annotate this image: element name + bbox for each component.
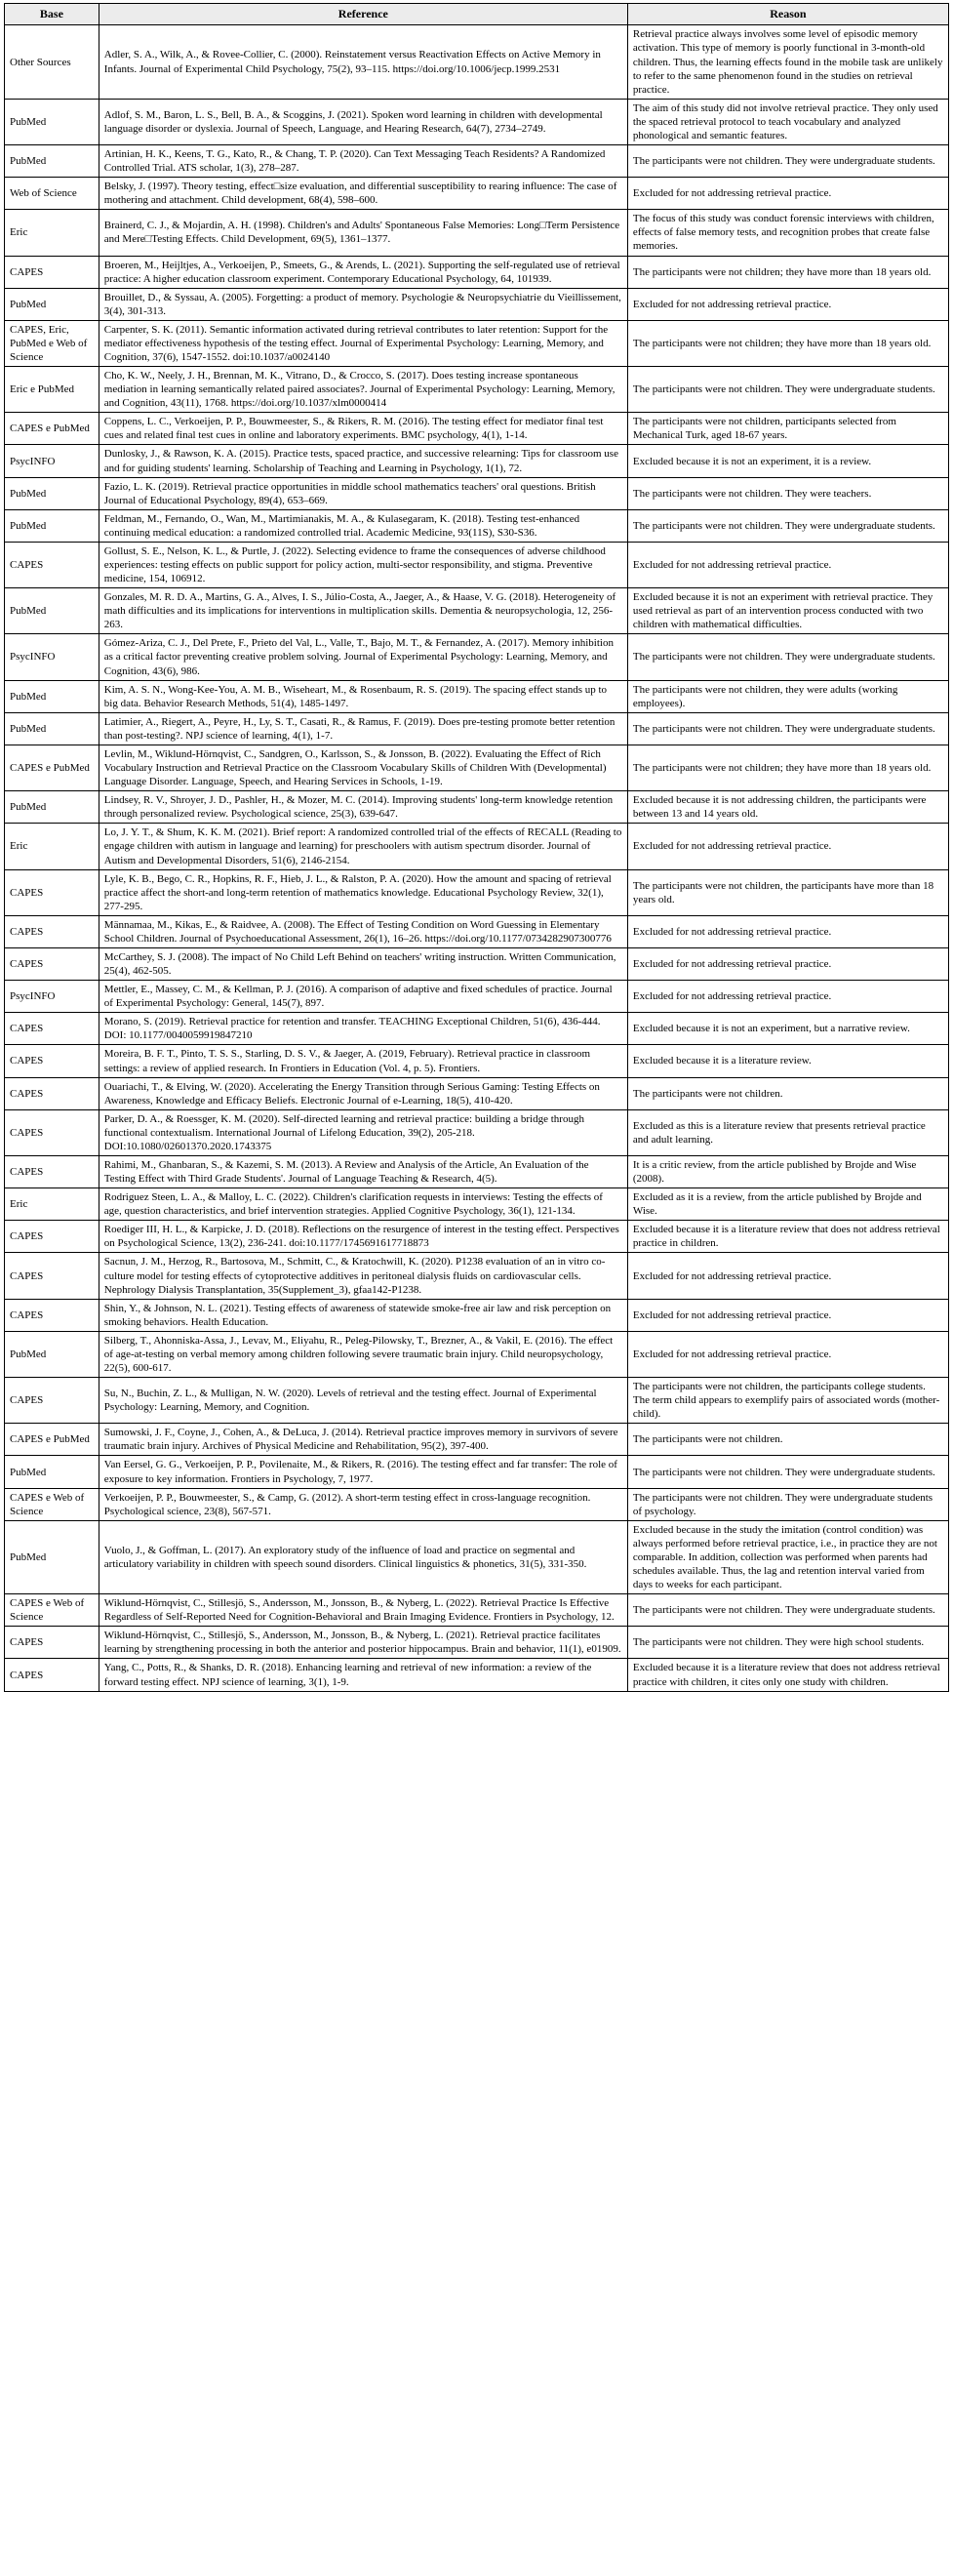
reason-cell: The participants were not children. They were undergraduate students. [627, 1456, 948, 1488]
reference-cell: Gollust, S. E., Nelson, K. L., & Purtle, J. (2022). Selecting evidence to frame the consequences of adverse childhood experiences: testing effects on public support for policy action, multi-sector responsibility, and stigma. Preventive medicine, 154, 106912. [99, 542, 627, 587]
base-cell: CAPES [5, 1299, 99, 1331]
reason-cell: The participants were not children, the participants college students. The term child appears to exemplify pairs of associated words (mother-child). [627, 1378, 948, 1424]
table-row [5, 542, 949, 587]
table-row [5, 320, 949, 366]
reference-cell: Wiklund-Hörnqvist, C., Stillesjö, S., Andersson, M., Jonsson, B., & Nyberg, L. (2022). Retrieval Practice Is Effective Regardless of Self-Reported Need for Cognition-Behavioral and Brain Imaging Evidence. Frontiers in Psychology, 12. [99, 1594, 627, 1627]
table-row [5, 1378, 949, 1424]
header-reason: Reason [627, 4, 948, 25]
table-row [5, 1627, 949, 1659]
table-row [5, 288, 949, 320]
table-row [5, 588, 949, 634]
table-row [5, 1594, 949, 1627]
table-row [5, 509, 949, 542]
table-body [5, 25, 949, 1691]
reference-cell: Silberg, T., Ahonniska-Assa, J., Levav, M., Eliyahu, R., Peleg-Pilowsky, T., Brezner, A., & Vakil, E. (2016). The effect of age-at-testing on verbal memory among children following severe traumatic brain injury. Child neuropsychology, 22(5), 600-617. [99, 1331, 627, 1377]
reference-cell: Artinian, H. K., Keens, T. G., Kato, R., & Chang, T. P. (2020). Can Text Messaging Teach Residents? A Randomized Controlled Trial. ATS scholar, 1(3), 278–287. [99, 144, 627, 177]
reference-cell: Wiklund-Hörnqvist, C., Stillesjö, S., Andersson, M., Jonsson, B., & Nyberg, L. (2021). Retrieval practice facilitates learning by strengthening processing in both the anterior and posterior hippocampus. Brain and behavior, 11(1), e01909. [99, 1627, 627, 1659]
base-cell: PsycINFO [5, 445, 99, 477]
table-row [5, 144, 949, 177]
reference-cell: Lindsey, R. V., Shroyer, J. D., Pashler, H., & Mozer, M. C. (2014). Improving students' long-term knowledge retention through personalized review. Psychological science, 25(3), 639-647. [99, 791, 627, 824]
reference-cell: Gonzales, M. R. D. A., Martins, G. A., Alves, I. S., Júlio-Costa, A., Jaeger, A., & Haase, V. G. (2018). Heterogeneity of math difficulties and its implications for interventions in multiplication skills. Dementia & neuropsychologia, 12, 256-263. [99, 588, 627, 634]
base-cell: CAPES [5, 1013, 99, 1045]
base-cell: PubMed [5, 588, 99, 634]
reference-cell: Feldman, M., Fernando, O., Wan, M., Martimianakis, M. A., & Kulasegaram, K. (2018). Testing test-enhanced continuing medical education: a randomized controlled trial. Academic Medicine, 93(11S), S30-S36. [99, 509, 627, 542]
reason-cell: Excluded for not addressing retrieval practice. [627, 981, 948, 1013]
base-cell: CAPES e PubMed [5, 745, 99, 790]
reason-cell: Excluded because it is not an experiment, but a narrative review. [627, 1013, 948, 1045]
reason-cell: Excluded because it is a literature review that does not address retrieval practice in children. [627, 1221, 948, 1253]
reference-cell: Mettler, E., Massey, C. M., & Kellman, P. J. (2016). A comparison of adaptive and fixed schedules of practice. Journal of Experimental Psychology: General, 145(7), 897. [99, 981, 627, 1013]
reference-cell: Sumowski, J. F., Coyne, J., Cohen, A., & DeLuca, J. (2014). Retrieval practice improves memory in survivors of severe traumatic brain injury. Archives of Physical Medicine and Rehabilitation, 95(2), 397-400. [99, 1424, 627, 1456]
reason-cell: Excluded because it is a literature review. [627, 1045, 948, 1077]
reference-cell: Rodriguez Steen, L. A., & Malloy, L. C. (2022). Children's clarification requests in interviews: Testing the effects of age, question characteristics, and brief intervention strategies. Applied Cognitive Psychology, 36(1), 121-134. [99, 1188, 627, 1221]
table-row [5, 1013, 949, 1045]
reference-cell: Vuolo, J., & Goffman, L. (2017). An exploratory study of the influence of load and practice on segmental and articulatory variability in children with speech sound disorders. Clinical linguistics & phonetics, 31(5), 331-350. [99, 1520, 627, 1593]
reason-cell: Excluded for not addressing retrieval practice. [627, 178, 948, 210]
reference-cell: Cho, K. W., Neely, J. H., Brennan, M. K., Vitrano, D., & Crocco, S. (2017). Does testing increase spontaneous mediation in learning semantically related paired associates?. Journal of Experimental Psychology: Learning, Memory, and Cognition, 43(11), 1768. https://doi.org/10.1037/xlm0000414 [99, 367, 627, 413]
base-cell: CAPES [5, 915, 99, 947]
reference-cell: Moreira, B. F. T., Pinto, T. S. S., Starling, D. S. V., & Jaeger, A. (2019, February). Retrieval practice in classroom settings: a review of applied research. In Frontiers in Education (Vol. 4, p. 5). Frontiers. [99, 1045, 627, 1077]
table-row [5, 1488, 949, 1520]
table-row [5, 25, 949, 99]
reason-cell: Excluded for not addressing retrieval practice. [627, 1331, 948, 1377]
reference-cell: Ouariachi, T., & Elving, W. (2020). Accelerating the Energy Transition through Serious Gaming: Testing Effects on Awareness, Knowledge and Efficacy Beliefs. Electronic Journal of e-Learning, 18(5), 410-420. [99, 1077, 627, 1109]
reason-cell: The focus of this study was conduct forensic interviews with children, effects of false memory tests, and recognition probes that create false memories. [627, 210, 948, 256]
base-cell: CAPES [5, 542, 99, 587]
base-cell: PubMed [5, 791, 99, 824]
reason-cell: The participants were not children, participants selected from Mechanical Turk, aged 18-67 years. [627, 413, 948, 445]
reason-cell: Excluded as it is a review, from the article published by Brojde and Wise. [627, 1188, 948, 1221]
base-cell: CAPES e PubMed [5, 413, 99, 445]
base-cell: PubMed [5, 288, 99, 320]
table-row [5, 1424, 949, 1456]
header-reference: Reference [99, 4, 627, 25]
table-row [5, 1331, 949, 1377]
reason-cell: The participants were not children. They were undergraduate students. [627, 144, 948, 177]
table-row [5, 178, 949, 210]
table-row [5, 824, 949, 869]
table-row [5, 634, 949, 680]
base-cell: CAPES e Web of Science [5, 1488, 99, 1520]
reason-cell: Excluded because in the study the imitation (control condition) was always performed before retrieval practice, i.e., in practice they are not comparable. In addition, collection was performed when parents had schedules available. Thus, the lag and retention interval varied from days to weeks for each participant. [627, 1520, 948, 1593]
table-row [5, 680, 949, 712]
reason-cell: Excluded for not addressing retrieval practice. [627, 288, 948, 320]
reason-cell: Excluded for not addressing retrieval practice. [627, 1253, 948, 1299]
reason-cell: The participants were not children. They were undergraduate students of psychology. [627, 1488, 948, 1520]
reference-cell: Adlof, S. M., Baron, L. S., Bell, B. A., & Scoggins, J. (2021). Spoken word learning in children with developmental language disorder or dyslexia. Journal of Speech, Language, and Hearing Research, 64(7), 2734–2749. [99, 99, 627, 144]
reason-cell: The participants were not children. They were high school students. [627, 1627, 948, 1659]
excluded-references-table [4, 3, 949, 1692]
table-row [5, 1659, 949, 1691]
base-cell: CAPES [5, 1627, 99, 1659]
base-cell: CAPES [5, 1155, 99, 1187]
reason-cell: The participants were not children, they were adults (working employees). [627, 680, 948, 712]
reference-cell: Lo, J. Y. T., & Shum, K. K. M. (2021). Brief report: A randomized controlled trial of the effects of RECALL (Reading to engage children with autism in language and learning) for preschoolers with autism spectrum disorder. Journal of Autism and Developmental Disorders, 51(6), 2146-2154. [99, 824, 627, 869]
reference-cell: Lyle, K. B., Bego, C. R., Hopkins, R. F., Hieb, J. L., & Ralston, P. A. (2020). How the amount and spacing of retrieval practice affect the short-and long-term retention of mathematics knowledge. Educational Psychology Review, 32(1), 277-295. [99, 869, 627, 915]
table-row [5, 1045, 949, 1077]
table-row [5, 477, 949, 509]
base-cell: PubMed [5, 1456, 99, 1488]
table-row [5, 445, 949, 477]
reason-cell: The participants were not children. [627, 1077, 948, 1109]
table-row [5, 712, 949, 745]
reference-cell: Roediger III, H. L., & Karpicke, J. D. (2018). Reflections on the resurgence of interest in the testing effect. Perspectives on Psychological Science, 13(2), 236-241. doi:10.1177/1745691617718873 [99, 1221, 627, 1253]
base-cell: PsycINFO [5, 634, 99, 680]
table-row [5, 1299, 949, 1331]
table-row [5, 210, 949, 256]
table-row [5, 915, 949, 947]
base-cell: CAPES [5, 1077, 99, 1109]
table-row [5, 256, 949, 288]
table-row [5, 1221, 949, 1253]
reference-cell: Broeren, M., Heijltjes, A., Verkoeijen, P., Smeets, G., & Arends, L. (2021). Supporting the self-regulated use of retrieval practice: A higher education classroom experiment. Contemporary Educational Psychology, 64, 101939. [99, 256, 627, 288]
reason-cell: The participants were not children. They were undergraduate students. [627, 1594, 948, 1627]
reference-cell: Sacnun, J. M., Herzog, R., Bartosova, M., Schmitt, C., & Kratochwill, K. (2020). P1238 evaluation of an in vitro co-culture model for testing effects of cytoprotective additives in peritoneal dialysis fluids on cardiovascular cells. Nephrology Dialysis Transplantation, 35(Supplement_3), gfaa142-P1238. [99, 1253, 627, 1299]
reason-cell: It is a critic review, from the article published by Brojde and Wise (2008). [627, 1155, 948, 1187]
reason-cell: The participants were not children; they have more than 18 years old. [627, 745, 948, 790]
base-cell: Eric [5, 824, 99, 869]
base-cell: PsycINFO [5, 981, 99, 1013]
table-row [5, 1188, 949, 1221]
reference-cell: Adler, S. A., Wilk, A., & Rovee-Collier, C. (2000). Reinstatement versus Reactivation Effects on Active Memory in Infants. Journal of Experimental Child Psychology, 75(2), 93–115. https://doi.org/10.1006/jecp.1999.2531 [99, 25, 627, 99]
base-cell: CAPES [5, 256, 99, 288]
reference-cell: Rahimi, M., Ghanbaran, S., & Kazemi, S. M. (2013). A Review and Analysis of the Article, An Evaluation of the Testing Effect with Third Grade Students'. Journal of Language Teaching & Research, 4(5). [99, 1155, 627, 1187]
reference-cell: Fazio, L. K. (2019). Retrieval practice opportunities in middle school mathematics teachers' oral questions. British Journal of Educational Psychology, 89(4), 653–669. [99, 477, 627, 509]
reference-cell: Carpenter, S. K. (2011). Semantic information activated during retrieval contributes to later retention: Support for the mediator effectiveness hypothesis of the testing effect. Journal of Experimental Psychology: Learning, Memory, and Cognition, 37(6), 1547-1552. doi:10.1037/a0024140 [99, 320, 627, 366]
base-cell: Eric e PubMed [5, 367, 99, 413]
base-cell: CAPES e Web of Science [5, 1594, 99, 1627]
reason-cell: Excluded because it is not an experiment, it is a review. [627, 445, 948, 477]
reason-cell: Excluded for not addressing retrieval practice. [627, 1299, 948, 1331]
reference-cell: Kim, A. S. N., Wong-Kee-You, A. M. B., Wiseheart, M., & Rosenbaum, R. S. (2019). The spacing effect stands up to big data. Behavior Research Methods, 51(4), 1485-1497. [99, 680, 627, 712]
reason-cell: The participants were not children. They were teachers. [627, 477, 948, 509]
base-cell: PubMed [5, 712, 99, 745]
reference-cell: Gómez-Ariza, C. J., Del Prete, F., Prieto del Val, L., Valle, T., Bajo, M. T., & Fernandez, A. (2017). Memory inhibition as a critical factor preventing creative problem solving. Journal of Experimental Psychology: Learning, Memory, and Cognition, 43(6), 986. [99, 634, 627, 680]
reason-cell: Excluded because it is a literature review that does not address retrieval practice with children, it cites only one study with children. [627, 1659, 948, 1691]
table-row [5, 367, 949, 413]
base-cell: CAPES [5, 1659, 99, 1691]
reference-cell: Su, N., Buchin, Z. L., & Mulligan, N. W. (2020). Levels of retrieval and the testing effect. Journal of Experimental Psychology: Learning, Memory, and Cognition. [99, 1378, 627, 1424]
base-cell: CAPES [5, 1253, 99, 1299]
table-row [5, 1456, 949, 1488]
table-row [5, 745, 949, 790]
base-cell: Web of Science [5, 178, 99, 210]
reason-cell: The participants were not children. They were undergraduate students. [627, 634, 948, 680]
reference-cell: Latimier, A., Riegert, A., Peyre, H., Ly, S. T., Casati, R., & Ramus, F. (2019). Does pre-testing promote better retention than post-testing?. NPJ science of learning, 4(1), 1-7. [99, 712, 627, 745]
base-cell: PubMed [5, 509, 99, 542]
reason-cell: The aim of this study did not involve retrieval practice. They only used the spaced retrieval protocol to teach vocabulary and analyzed phonological and semantic features. [627, 99, 948, 144]
reference-cell: Morano, S. (2019). Retrieval practice for retention and transfer. TEACHING Exceptional Children, 51(6), 436-444. DOI: 10.1177/0040059919847210 [99, 1013, 627, 1045]
base-cell: CAPES [5, 869, 99, 915]
reference-cell: Verkoeijen, P. P., Bouwmeester, S., & Camp, G. (2012). A short-term testing effect in cross-language recognition. Psychological science, 23(8), 567-571. [99, 1488, 627, 1520]
table-row [5, 869, 949, 915]
base-cell: CAPES [5, 1045, 99, 1077]
table-row [5, 413, 949, 445]
table-row [5, 99, 949, 144]
base-cell: CAPES, Eric, PubMed e Web of Science [5, 320, 99, 366]
header-row [5, 4, 949, 25]
reason-cell: The participants were not children. They were undergraduate students. [627, 367, 948, 413]
reference-cell: Levlin, M., Wiklund-Hörnqvist, C., Sandgren, O., Karlsson, S., & Jonsson, B. (2022). Evaluating the Effect of Rich Vocabulary Instruction and Retrieval Practice on the Classroom Vocabulary Skills of Children With (Developmental) Language Disorder. Language, Speech, and Hearing Services in Schools, 1-19. [99, 745, 627, 790]
reason-cell: Excluded because it is not an experiment with retrieval practice. They used retrieval as part of an intervention process conducted with two children with mathematical difficulties. [627, 588, 948, 634]
table-row [5, 947, 949, 980]
reference-cell: Yang, C., Potts, R., & Shanks, D. R. (2018). Enhancing learning and retrieval of new information: a review of the forward testing effect. NPJ science of learning, 3(1), 1-9. [99, 1659, 627, 1691]
base-cell: CAPES [5, 1109, 99, 1155]
reference-cell: Parker, D. A., & Roessger, K. M. (2020). Self-directed learning and retrieval practice: building a bridge through functional contextualism. International Journal of Lifelong Education, 39(2), 205-218. DOI:10.1080/02601370.2020.1743375 [99, 1109, 627, 1155]
base-cell: Eric [5, 1188, 99, 1221]
reference-cell: Shin, Y., & Johnson, N. L. (2021). Testing effects of awareness of statewide smoke-free air law and risk perception on smoking behaviors. Health Education. [99, 1299, 627, 1331]
table-row [5, 1109, 949, 1155]
reason-cell: The participants were not children; they have more than 18 years old. [627, 256, 948, 288]
reason-cell: The participants were not children. [627, 1424, 948, 1456]
base-cell: CAPES [5, 947, 99, 980]
reference-cell: Brainerd, C. J., & Mojardin, A. H. (1998). Children's and Adults' Spontaneous False Memories: Long□Term Persistence and Mere□Testing Effects. Child Development, 69(5), 1361–1377. [99, 210, 627, 256]
reason-cell: Excluded for not addressing retrieval practice. [627, 947, 948, 980]
reference-cell: Männamaa, M., Kikas, E., & Raidvee, A. (2008). The Effect of Testing Condition on Word Guessing in Elementary School Children. Journal of Psychoeducational Assessment, 26(1), 16–26. https://doi.org/10.1177/0734282907300776 [99, 915, 627, 947]
reference-cell: Van Eersel, G. G., Verkoeijen, P. P., Povilenaite, M., & Rikers, R. (2016). The testing effect and far transfer: The role of exposure to key information. Frontiers in Psychology, 7, 1977. [99, 1456, 627, 1488]
reason-cell: Retrieval practice always involves some level of episodic memory activation. This type of memory is poorly functional in 3-month-old children. Thus, the learning effects found in the mobile task are unlikely to refer to the same phenomenon found in the studies on retrieval practice. [627, 25, 948, 99]
base-cell: PubMed [5, 144, 99, 177]
table-row [5, 1155, 949, 1187]
reference-cell: Belsky, J. (1997). Theory testing, effect□size evaluation, and differential susceptibility to rearing influence: The case of mothering and attachment. Child development, 68(4), 598–600. [99, 178, 627, 210]
reason-cell: Excluded for not addressing retrieval practice. [627, 824, 948, 869]
table-header [5, 4, 949, 25]
reason-cell: The participants were not children, the participants have more than 18 years old. [627, 869, 948, 915]
base-cell: Other Sources [5, 25, 99, 99]
header-base: Base [5, 4, 99, 25]
table-row [5, 1077, 949, 1109]
reason-cell: The participants were not children. They were undergraduate students. [627, 509, 948, 542]
reference-cell: Coppens, L. C., Verkoeijen, P. P., Bouwmeester, S., & Rikers, R. M. (2016). The testing effect for mediator final test cues and related final test cues in online and laboratory experiments. BMC psychology, 4(1), 1-14. [99, 413, 627, 445]
reason-cell: Excluded for not addressing retrieval practice. [627, 915, 948, 947]
base-cell: Eric [5, 210, 99, 256]
base-cell: PubMed [5, 680, 99, 712]
base-cell: PubMed [5, 99, 99, 144]
table-row [5, 791, 949, 824]
table-row [5, 1520, 949, 1593]
reference-cell: Brouillet, D., & Syssau, A. (2005). Forgetting: a product of memory. Psychologie & Neuropsychiatrie du Vieillissement, 3(4), 301-313. [99, 288, 627, 320]
base-cell: PubMed [5, 477, 99, 509]
base-cell: CAPES [5, 1378, 99, 1424]
base-cell: PubMed [5, 1520, 99, 1593]
reference-cell: Dunlosky, J., & Rawson, K. A. (2015). Practice tests, spaced practice, and successive relearning: Tips for classroom use and for guiding students' learning. Scholarship of Teaching and Learning in Psychology, 1(1), 72. [99, 445, 627, 477]
base-cell: PubMed [5, 1331, 99, 1377]
base-cell: CAPES [5, 1221, 99, 1253]
reason-cell: Excluded for not addressing retrieval practice. [627, 542, 948, 587]
table-row [5, 981, 949, 1013]
base-cell: CAPES e PubMed [5, 1424, 99, 1456]
reason-cell: The participants were not children. They were undergraduate students. [627, 712, 948, 745]
table-row [5, 1253, 949, 1299]
reason-cell: Excluded as this is a literature review that presents retrieval practice and adult learning. [627, 1109, 948, 1155]
reference-cell: McCarthey, S. J. (2008). The impact of No Child Left Behind on teachers' writing instruction. Written Communication, 25(4), 462-505. [99, 947, 627, 980]
reason-cell: The participants were not children; they have more than 18 years old. [627, 320, 948, 366]
reason-cell: Excluded because it is not addressing children, the participants were between 13 and 14 years old. [627, 791, 948, 824]
